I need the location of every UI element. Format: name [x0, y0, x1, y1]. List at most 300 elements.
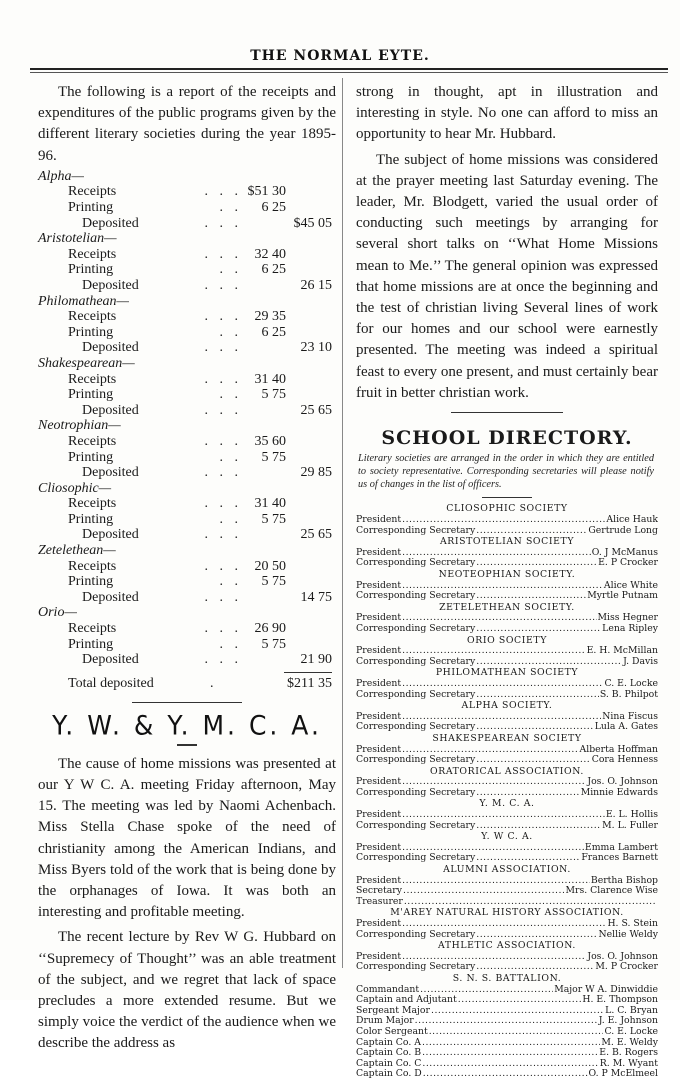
officer-role: Treasurer	[356, 896, 403, 907]
dot-leader	[402, 876, 590, 887]
officer-name: Alberta Hoffman	[579, 744, 658, 755]
officer-name: Nellie Weldy	[598, 929, 658, 940]
officer-name: Emma Lambert	[584, 842, 658, 853]
officer-role: Corresponding Secretary	[356, 929, 476, 940]
amount: 29 85	[300, 465, 332, 481]
dot-leader: . . .	[204, 246, 242, 262]
dot-leader	[402, 810, 605, 821]
officer-name: Major W A. Dinwiddie	[554, 984, 658, 995]
officer-name: Miss Hegner	[597, 613, 658, 624]
row-label: Receipts	[68, 558, 117, 574]
officer-name: Cora Henness	[591, 755, 658, 766]
report-row-printing	[38, 512, 336, 528]
society-name: Shakespearean—	[38, 355, 135, 371]
officer-name: Lula A. Gates	[594, 722, 658, 733]
amount: 31 40	[254, 496, 286, 512]
officer-name: E. L. Hollis	[605, 810, 658, 821]
dot-leader	[404, 897, 657, 908]
dot-leader	[476, 755, 590, 766]
row-label: Printing	[68, 324, 114, 340]
amount: 31 40	[254, 371, 286, 387]
officer-role: Commandant	[356, 984, 420, 995]
report-row-deposited	[38, 278, 336, 294]
officer-name: S. B. Philpot	[599, 689, 658, 700]
officer-entry	[356, 962, 658, 973]
dot-leader	[476, 558, 597, 569]
row-label: Printing	[68, 262, 114, 278]
officer-name: M. E. Weldy	[601, 1037, 658, 1048]
organization-heading: ALPHA SOCIETY.	[461, 700, 553, 712]
dot-leader: . . .	[204, 340, 242, 356]
row-label: Deposited	[82, 589, 139, 605]
amount: 6 25	[261, 324, 286, 340]
officer-name: Bertha Bishop	[590, 875, 658, 886]
row-label: Deposited	[82, 277, 139, 293]
officer-entry	[356, 558, 658, 569]
dot-leader	[402, 548, 591, 559]
society-name: Aristotelian—	[38, 231, 117, 247]
dot-leader	[476, 930, 597, 941]
report-row-receipts	[38, 559, 336, 575]
officer-name: Nina Fiscus	[602, 711, 658, 722]
society-name: Philomathean—	[38, 293, 129, 309]
officer-role: President	[356, 777, 402, 788]
amount: 32 40	[254, 246, 286, 262]
amount: 23 10	[300, 340, 332, 356]
ywca-paragraph-1-text: The cause of home missions was presented at our Y W C. A. meeting Friday afternoon, May 15. The meeting was led by Naomi Achenbach. Miss Stella Chase spoke of the need of christianity among the American Indians, and Miss Byers told of the work that is being done by the orphanages of Iowa. It was both an interesting and profitable meeting.	[38, 755, 336, 921]
officer-entry	[356, 886, 658, 897]
officer-entry	[356, 1027, 658, 1038]
officer-entry	[356, 788, 658, 799]
society-name: Cliosophic—	[38, 480, 112, 496]
row-label: Receipts	[68, 371, 117, 387]
officer-name: H. E. Thompson	[582, 995, 658, 1006]
continued-paragraph-text: strong in thought, apt in illustration and interesting in style. No one can afford to miss an opportunity to hear Mr. Hubbard.	[356, 84, 658, 143]
dot-leader	[476, 690, 599, 701]
officer-role: Captain Co. D	[356, 1069, 422, 1080]
organization-heading: NEOTEOPHIAN SOCIETY.	[438, 569, 576, 580]
officer-name: O. P McElmeel	[588, 1069, 658, 1080]
officer-entry	[356, 1059, 658, 1070]
school-directory-title: SCHOOL DIRECTORY.	[381, 427, 633, 450]
amount: 5 75	[261, 511, 286, 527]
dot-leader	[402, 843, 584, 854]
officer-role: President	[356, 515, 402, 526]
row-label: Receipts	[68, 246, 117, 262]
ywca-heading: Y. W. & Y. M. C. A.	[52, 710, 322, 741]
sum-rule	[284, 672, 332, 673]
dot-leader	[423, 1069, 588, 1080]
dot-leader	[402, 581, 603, 592]
officer-name: Frances Barnett	[581, 853, 658, 864]
officer-entry	[356, 526, 658, 537]
officer-entry	[356, 712, 658, 723]
amount: 5 75	[261, 449, 286, 465]
amount: 5 75	[261, 574, 286, 590]
dot-leader: . . .	[204, 527, 242, 543]
officer-entry	[356, 821, 658, 832]
ywca-paragraph-1	[38, 754, 336, 924]
section-rule	[132, 702, 242, 703]
officer-entry	[356, 843, 658, 854]
officer-role: President	[356, 919, 402, 929]
society-name: Zetelethean—	[38, 543, 116, 559]
dot-leader: . .	[219, 262, 242, 278]
report-row-printing	[38, 262, 336, 278]
organization-heading: Y. W C. A.	[481, 831, 533, 843]
officer-name: E. P Crocker	[598, 558, 658, 569]
officer-role: Secretary	[356, 886, 402, 897]
officer-name: M. L. Fuller	[602, 820, 658, 831]
dot-leader	[402, 777, 586, 788]
dot-leader	[422, 1059, 598, 1070]
row-label: Printing	[68, 449, 114, 465]
dot-leader	[402, 745, 578, 756]
amount: 25 65	[300, 527, 332, 543]
row-label: Printing	[68, 636, 114, 652]
row-label: Printing	[68, 387, 114, 403]
section-rule	[451, 412, 563, 413]
organization-heading: SHAKESPEAREAN SOCIETY	[432, 732, 582, 744]
dot-leader	[402, 515, 605, 526]
report-row-deposited	[38, 465, 336, 481]
row-label: Printing	[68, 574, 114, 590]
dot-leader	[476, 788, 579, 799]
officer-entry	[356, 657, 658, 668]
officer-name: Gertrude Long	[588, 525, 658, 536]
officer-role: President	[356, 678, 402, 689]
row-label: Receipts	[68, 621, 117, 637]
officer-role: Sergeant Major	[356, 1005, 430, 1016]
dot-leader	[415, 1016, 598, 1027]
officer-role: President	[356, 613, 402, 624]
officer-entry	[356, 985, 658, 996]
officer-entry	[356, 755, 658, 766]
officer-role: President	[356, 951, 402, 962]
officer-role: President	[356, 842, 402, 853]
dot-leader: . . .	[204, 184, 242, 200]
officer-entry	[356, 930, 658, 941]
officer-name: C. E. Locke	[604, 1026, 658, 1037]
officer-entry	[356, 591, 658, 602]
officer-role: President	[356, 646, 402, 657]
dot-leader: . .	[219, 636, 242, 652]
dot-leader: .	[210, 675, 214, 691]
dot-leader: . .	[219, 574, 242, 590]
dot-leader: . . .	[204, 371, 242, 387]
amount: 29 35	[254, 309, 286, 325]
right-column	[356, 82, 658, 1080]
officer-entry	[356, 952, 658, 963]
report-row-receipts	[38, 496, 336, 512]
report-intro	[38, 82, 336, 167]
row-label: Receipts	[68, 184, 117, 200]
officer-role: Color Sergeant	[356, 1026, 428, 1037]
continued-paragraph	[356, 82, 658, 146]
dot-leader	[422, 1048, 598, 1059]
dot-leader	[476, 657, 622, 668]
row-label: Receipts	[68, 496, 117, 512]
officer-name: Jos. O. Johnson	[587, 777, 658, 788]
officer-name: H. S. Stein	[607, 919, 658, 929]
report-row-printing	[38, 450, 336, 466]
report-row-receipts	[38, 184, 336, 200]
organization-heading: CLIOSOPHIC SOCIETY	[446, 503, 568, 515]
dot-leader	[402, 613, 596, 624]
total-amount: $211 35	[287, 675, 332, 691]
dot-leader: . . .	[204, 465, 242, 481]
dot-leader	[422, 1038, 600, 1049]
officer-entry	[356, 722, 658, 733]
officer-role: President	[356, 711, 402, 722]
row-label: Receipts	[68, 433, 117, 449]
officer-name: R. M. Wyant	[599, 1058, 658, 1069]
officer-role: President	[356, 810, 402, 821]
dot-leader	[476, 526, 587, 537]
row-label: Deposited	[82, 340, 139, 356]
officer-name: Myrtle Putnam	[587, 591, 658, 602]
dot-leader	[429, 1027, 604, 1038]
dot-leader: . .	[219, 387, 242, 403]
officer-name: J. Davis	[623, 656, 658, 667]
dot-leader	[476, 591, 586, 602]
organization-heading: ZETELETHEAN SOCIETY.	[439, 601, 575, 613]
dot-leader	[402, 712, 601, 723]
left-column	[38, 82, 336, 1055]
officer-role: Corresponding Secretary	[356, 755, 476, 766]
officer-entry	[356, 995, 658, 1006]
officer-name: C. E. Locke	[604, 678, 658, 689]
amount: 20 50	[254, 558, 286, 574]
school-directory-note: Literary societies are arranged in the order in which they are entitled to society representative. Corresponding secretaries will please notify us of changes in the list of officers.	[358, 453, 654, 490]
officer-role: Corresponding Secretary	[356, 656, 476, 667]
dot-leader: . . .	[204, 402, 242, 418]
dot-leader: . .	[219, 511, 242, 527]
amount: 26 90	[254, 621, 286, 637]
amount: 25 65	[300, 402, 332, 418]
report-row-receipts	[38, 247, 336, 263]
officer-name: Alice Hauk	[606, 515, 658, 526]
ywca-paragraph-2	[38, 927, 336, 1054]
officer-role: Captain Co. B	[356, 1048, 422, 1059]
row-label: Deposited	[82, 465, 139, 481]
organization-heading: ARISTOTELIAN SOCIETY	[439, 536, 575, 548]
dot-leader	[402, 646, 585, 657]
officer-role: Captain Co. C	[356, 1058, 422, 1069]
organization-heading: ORIO SOCIETY	[467, 634, 547, 646]
organization-heading: ATHLETIC ASSOCIATION.	[438, 940, 576, 952]
home-missions-paragraph-text: The subject of home missions was considered at the prayer meeting last Saturday evening. The leader, Mr. Blodgett, varied the usual order of conducting such meetings by arranging for several short talks on ‘‘What Home Missions mean to Me.’’ The general opinion was expressed that home missions are at once the beginning and the test of christian living Several lines of work for our homes and our school were earnestly presented. The meeting was indeed a spiritual feast to every one present, and must certainly bear fruit in better christian work.	[356, 151, 658, 401]
report-row-printing	[38, 325, 336, 341]
officer-role: Corresponding Secretary	[356, 689, 476, 700]
officer-entry	[356, 777, 658, 788]
row-label: Deposited	[82, 527, 139, 543]
dot-leader: . . .	[204, 589, 242, 605]
dot-leader: . . .	[204, 621, 242, 637]
officer-entry	[356, 679, 658, 690]
dot-leader: . . .	[204, 277, 242, 293]
officer-name: M. P Crocker	[595, 962, 658, 973]
amount: 6 25	[261, 200, 286, 215]
dot-leader	[403, 886, 564, 897]
officer-name: E. H. McMillan	[586, 646, 658, 657]
officer-role: Corresponding Secretary	[356, 623, 476, 634]
school-directory-list	[356, 504, 658, 1079]
dot-leader: . . .	[204, 309, 242, 325]
officer-entry	[356, 690, 658, 701]
row-label: Deposited	[82, 215, 139, 231]
dot-leader: . .	[219, 449, 242, 465]
heading-rule	[177, 744, 197, 746]
row-label: Deposited	[82, 402, 139, 418]
dot-leader: . . .	[204, 433, 242, 449]
officer-name: O. J McManus	[591, 547, 658, 558]
officer-role: President	[356, 547, 402, 558]
row-label: Deposited	[82, 652, 139, 668]
officer-role: Corresponding Secretary	[356, 853, 476, 864]
report-row-deposited	[38, 590, 336, 606]
officer-entry	[356, 853, 658, 864]
report-row-deposited	[38, 340, 336, 356]
officer-name: Minnie Edwards	[580, 787, 658, 798]
officer-entry	[356, 745, 658, 756]
dot-leader	[402, 919, 606, 930]
officer-entry	[356, 1069, 658, 1080]
report-row-printing	[38, 387, 336, 403]
officer-entry	[356, 646, 658, 657]
officer-entry	[356, 919, 658, 930]
dot-leader: . .	[219, 200, 242, 215]
officer-role: Corresponding Secretary	[356, 962, 476, 973]
dot-leader: . . .	[204, 496, 242, 512]
amount: $45 05	[293, 215, 332, 231]
officer-role: Corresponding Secretary	[356, 591, 476, 602]
officer-entry	[356, 581, 658, 592]
officer-role: President	[356, 580, 402, 591]
report-row-printing	[38, 637, 336, 653]
officer-role: President	[356, 744, 402, 755]
dot-leader	[476, 624, 601, 635]
home-missions-paragraph	[356, 150, 658, 404]
officer-name: L. C. Bryan	[605, 1005, 658, 1016]
officer-entry	[356, 810, 658, 821]
organization-heading: ALUMNI ASSOCIATION.	[443, 864, 571, 876]
report-total-row	[38, 676, 336, 696]
report-row-printing	[38, 574, 336, 590]
dot-leader	[476, 722, 594, 733]
organization-heading: ORATORICAL ASSOCIATION.	[430, 765, 584, 777]
amount: 35 60	[254, 433, 286, 449]
organization-heading: S. N. S. BATTALION.	[452, 972, 562, 984]
report-row-deposited	[38, 652, 336, 668]
report-row-deposited	[38, 527, 336, 543]
amount: $51 30	[247, 184, 286, 200]
amount: 14 75	[300, 589, 332, 605]
society-name: Orio—	[38, 605, 77, 621]
organization-heading: PHILOMATHEAN SOCIETY	[435, 667, 579, 679]
society-name: Neotrophian—	[38, 418, 121, 434]
report-row-receipts	[38, 309, 336, 325]
officer-entry	[356, 876, 658, 887]
report-row-printing	[38, 200, 336, 216]
report-row-receipts	[38, 434, 336, 450]
officer-entry	[356, 624, 658, 635]
officer-entry	[356, 1038, 658, 1049]
dot-leader	[458, 995, 582, 1006]
officer-role: Corresponding Secretary	[356, 820, 476, 831]
organization-heading: Y. M. C. A.	[479, 798, 535, 810]
officer-role: President	[356, 875, 402, 886]
ywca-paragraph-2-text: The recent lecture by Rev W G. Hubbard on ‘‘Supremecy of Thought’’ was an able treatment of the subject, and we regret that lack of space precludes a more extended resume. But we simply voice the verdict of the audience when we describe the address as	[38, 929, 336, 1052]
officer-role: Drum Major	[356, 1016, 414, 1027]
directory-rule	[482, 497, 532, 498]
dot-leader	[431, 1006, 604, 1017]
report-row-deposited	[38, 216, 336, 232]
officer-entry	[356, 1048, 658, 1059]
officer-name: E. B. Rogers	[599, 1048, 658, 1059]
report-intro-text: The following is a report of the receipts and expenditures of the public programs given by the different literary societies during the year 1895-96.	[38, 84, 336, 164]
amount: 26 15	[300, 277, 332, 293]
dot-leader: . .	[219, 324, 242, 340]
row-label: Receipts	[68, 309, 117, 325]
dot-leader	[476, 962, 594, 973]
dot-leader	[476, 853, 580, 864]
report-row-deposited	[38, 403, 336, 419]
officer-role: Corresponding Secretary	[356, 722, 476, 733]
officer-name: Alice White	[603, 580, 658, 591]
officer-entry	[356, 1016, 658, 1027]
report-row-receipts	[38, 372, 336, 388]
dot-leader: . . .	[204, 558, 242, 574]
officer-name: Jos. O. Johnson	[587, 951, 658, 962]
officer-entry	[356, 897, 658, 908]
society-name: Alpha—	[38, 168, 84, 184]
officer-name: Mrs. Clarence Wise	[565, 886, 658, 897]
amount: 6 25	[261, 262, 286, 278]
amount: 21 90	[300, 652, 332, 668]
column-divider	[342, 78, 343, 968]
dot-leader	[420, 985, 553, 996]
officer-role: Captain and Adjutant	[356, 995, 457, 1006]
officer-entry	[356, 548, 658, 559]
amount: 5 75	[261, 387, 286, 403]
officer-entry	[356, 515, 658, 526]
amount: 5 75	[261, 636, 286, 652]
dot-leader: . . .	[204, 215, 242, 231]
dot-leader	[402, 679, 603, 690]
report-row-receipts	[38, 621, 336, 637]
officer-role: Corresponding Secretary	[356, 558, 476, 569]
dot-leader	[476, 821, 601, 832]
officer-role: Captain Co. A	[356, 1037, 421, 1048]
officer-name: Lena Ripley	[602, 623, 658, 634]
dot-leader: . . .	[204, 652, 242, 668]
dot-leader	[402, 952, 586, 963]
officer-entry	[356, 1006, 658, 1017]
officer-role: Corresponding Secretary	[356, 787, 476, 798]
total-label: Total deposited	[68, 675, 154, 691]
officer-name: J. E. Johnson	[598, 1016, 658, 1027]
masthead-title: THE NORMAL EYTE.	[250, 48, 430, 64]
officer-entry	[356, 613, 658, 624]
row-label: Printing	[68, 511, 114, 527]
financial-report	[38, 169, 336, 696]
officer-role: Corresponding Secretary	[356, 525, 476, 536]
row-label: Printing	[68, 200, 114, 215]
masthead-rule-thin	[30, 72, 668, 73]
organization-heading: M'AREY NATURAL HISTORY ASSOCIATION.	[390, 907, 624, 919]
masthead-rule	[30, 68, 668, 70]
